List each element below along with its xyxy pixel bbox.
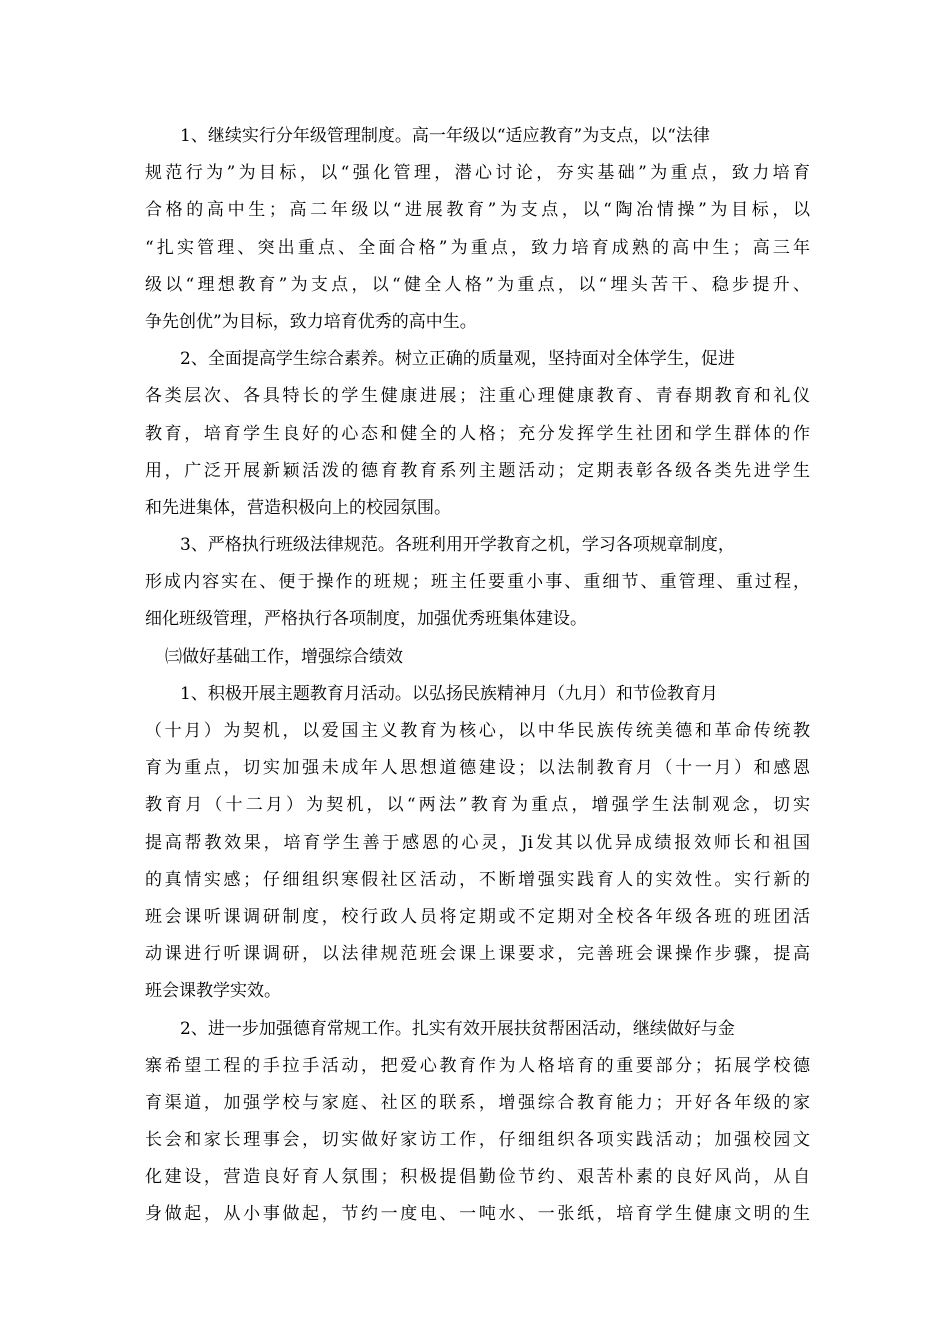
text-line: （十月）为契机，以爱国主义教育为核心，以中华民族传统美德和革命传统教	[145, 721, 810, 741]
document-body	[145, 118, 810, 1234]
text-line: 2、全面提高学生综合素养。树立正确的质量观，坚持面对全体学生，促进	[180, 349, 735, 370]
text-line: 合格的高中生；高二年级以“进展教育”为支点，以“陶冶情操”为目标，以	[145, 200, 810, 221]
text-line: 细化班级管理，严格执行各项制度，加强优秀班集体建设。	[145, 609, 587, 630]
text-line: 提高帮教效果，培育学生善于感恩的心灵，Ji发其以优异成绩报效师长和祖国	[145, 832, 810, 853]
text-line: 的真情实感；仔细组织寒假社区活动，不断增强实践育人的实效性。实行新的	[145, 869, 810, 890]
text-line: 育渠道，加强学校与家庭、社区的联系，增强综合教育能力；开好各年级的家	[145, 1092, 810, 1113]
text-line: 用，广泛开展新颖活泼的德育教育系列主题活动；定期表彰各级各类先进学生	[145, 460, 810, 481]
text-line: 和先进集体，营造积极向上的校园氛围。	[145, 497, 451, 518]
text-line: 3、严格执行班级法律规范。各班利用开学教育之机，学习各项规章制度，	[180, 535, 735, 556]
text-line: 2、进一步加强德育常规工作。扎实有效开展扶贫帮困活动，继续做好与金	[180, 1018, 735, 1039]
text-line: 教育，培育学生良好的心态和健全的人格；充分发挥学生社团和学生群体的作	[145, 423, 810, 444]
text-line: 长会和家长理事会，切实做好家访工作，仔细组织各项实践活动；加强校园文	[145, 1130, 810, 1151]
text-line: 级以“理想教育”为支点，以“健全人格”为重点，以“埋头苦干、稳步提升、	[145, 274, 810, 295]
text-line: 寨希望工程的手拉手活动，把爱心教育作为人格培育的重要部分；拓展学校德	[145, 1055, 810, 1076]
text-line: 争先创优”为目标，致力培育优秀的高中生。	[145, 311, 477, 332]
text-line: 班会课听课调研制度，校行政人员将定期或不定期对全校各年级各班的班团活	[145, 906, 810, 927]
text-line: 动课进行听课调研，以法律规范班会课上课要求，完善班会课操作步骤，提高	[145, 944, 810, 965]
text-line: 1、积极开展主题教育月活动。以弘扬民族精神月（九月）和节俭教育月	[180, 683, 718, 704]
text-line: 规范行为”为目标，以“强化管理，潜心讨论，夯实基础”为重点，致力培育	[145, 163, 810, 184]
text-line: 教育月（十二月）为契机，以“两法”教育为重点，增强学生法制观念，切实	[145, 795, 810, 816]
section-heading: ㈢做好基础工作，增强综合绩效	[165, 646, 403, 667]
text-line: 各类层次、各具特长的学生健康进展；注重心理健康教育、青春期教育和礼仪	[145, 386, 810, 407]
text-line: 育为重点，切实加强未成年人思想道德建设；以法制教育月（十一月）和感恩	[145, 758, 810, 779]
text-line: 班会课教学实效。	[145, 981, 281, 1002]
text-line: 化建设，营造良好育人氛围；积极提倡勤俭节约、艰苦朴素的良好风尚，从自	[145, 1167, 810, 1188]
text-line: 身做起，从小事做起，节约一度电、一吨水、一张纸，培育学生健康文明的生	[145, 1204, 810, 1225]
text-line: 形成内容实在、便于操作的班规；班主任要重小事、重细节、重管理、重过程，	[145, 572, 810, 593]
text-line: 1、继续实行分年级管理制度。高一年级以“适应教育”为支点，以“法律	[180, 126, 710, 146]
text-line: “扎实管理、突出重点、全面合格”为重点，致力培育成熟的高中生；高三年	[145, 237, 810, 258]
